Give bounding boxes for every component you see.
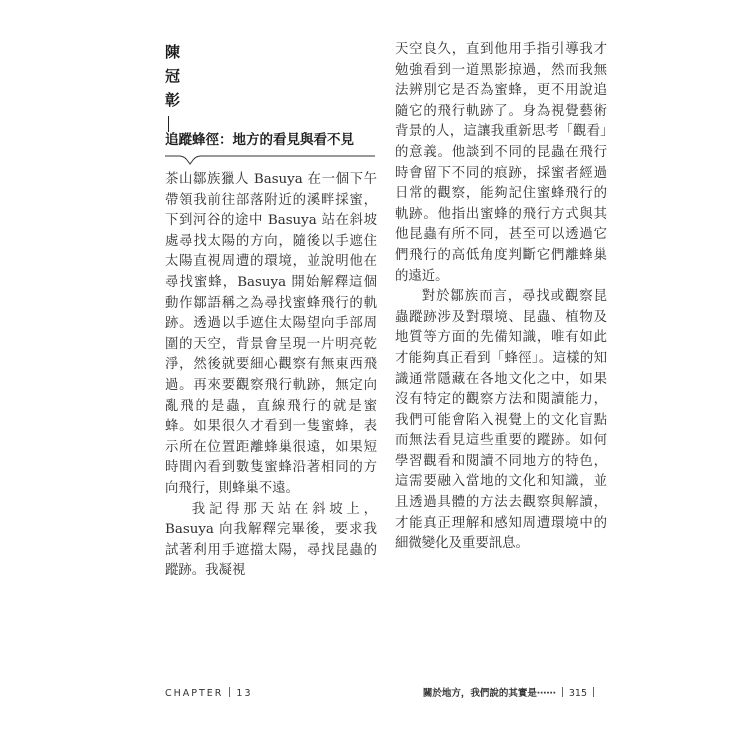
footer-separator: [229, 687, 230, 697]
page-number: 315: [568, 688, 587, 699]
left-paragraph-2: 我記得那天站在斜坡上，Basuya 向我解釋完畢後，要求我試著利用手遮擋太陽，尋找昆蟲的蹤跡。我凝視: [165, 501, 377, 579]
running-title: 關於地方，我們說的其實是⋯⋯: [422, 688, 556, 699]
left-paragraph-1: 茶山鄒族獵人 Basuya 在一個下午帶領我前往部落附近的溪畔採蜜，下到河谷的途中 Basuya 站在斜坡處尋找太陽的方向，隨後以手遮住太陽直視周遭的環境，並說明他在尋找蜜蜂，Basuya 開始解釋這個動作鄒語稱之為尋找蜜蜂飛行的軌跡。透過以手遮住太陽望向手部周圍的天空，背景會呈現一片明亮乾淨，然後就要細心觀察有無東西飛過。再來要觀察飛行軌跡，無定向亂飛的是蟲，直線飛行的就是蜜蜂。如果很久才看到一隻蜜蜂，表示所在位置距離蜂巢很遠，如果短時間內看到數隻蜜蜂沿著相同的方向飛行，則蜂巢不遠。: [165, 172, 377, 496]
right-column: [395, 40, 607, 555]
right-paragraph-2: 對於鄒族而言，尋找或觀察昆蟲蹤跡涉及對環境、昆蟲、植物及地質等方面的先備知識，唯有如此才能夠真正看到「蜂徑」。這樣的知識通常隱藏在各地文化之中，如果沒有特定的觀察方法和閱讀能力，我們可能會陷入視覺上的文化盲點而無法看見這些重要的蹤跡。如何學習觀看和閱讀不同地方的特色，這需要融入當地的文化和知識，並且透過具體的方法去觀察與解讀，才能真正理解和感知周遭環境中的細微變化及重要訊息。: [395, 289, 607, 552]
chapter-number: 13: [236, 688, 253, 699]
subtitle-rule: [165, 152, 375, 166]
footer-running-head: [423, 687, 600, 700]
left-column: [165, 170, 377, 582]
author-name-vertical: [165, 40, 185, 132]
author-char-1: 陳: [165, 43, 181, 61]
footer-chapter: [165, 687, 253, 700]
footer-separator: [593, 687, 594, 697]
author-char-2: 冠: [165, 67, 181, 85]
footer-separator: [562, 687, 563, 697]
article-subtitle: 追蹤蜂徑：地方的看見與看不見: [165, 132, 354, 148]
right-paragraph-1: 天空良久，直到他用手指引導我才勉強看到一道黑影掠過，然而我無法辨別它是否為蜜蜂，更不用說追隨它的飛行軌跡了。身為視覺藝術背景的人，這讓我重新思考「觀看」的意義。他談到不同的昆蟲在飛行時會留下不同的痕跡，採蜜者經過日常的觀察，能夠記住蜜蜂飛行的軌跡。他指出蜜蜂的飛行方式與其他昆蟲有所不同，甚至可以透過它們飛行的高低角度判斷它們離蜂巢的遠近。: [395, 42, 607, 284]
author-char-3: 彰: [165, 91, 181, 109]
chapter-label: CHAPTER: [165, 688, 224, 699]
